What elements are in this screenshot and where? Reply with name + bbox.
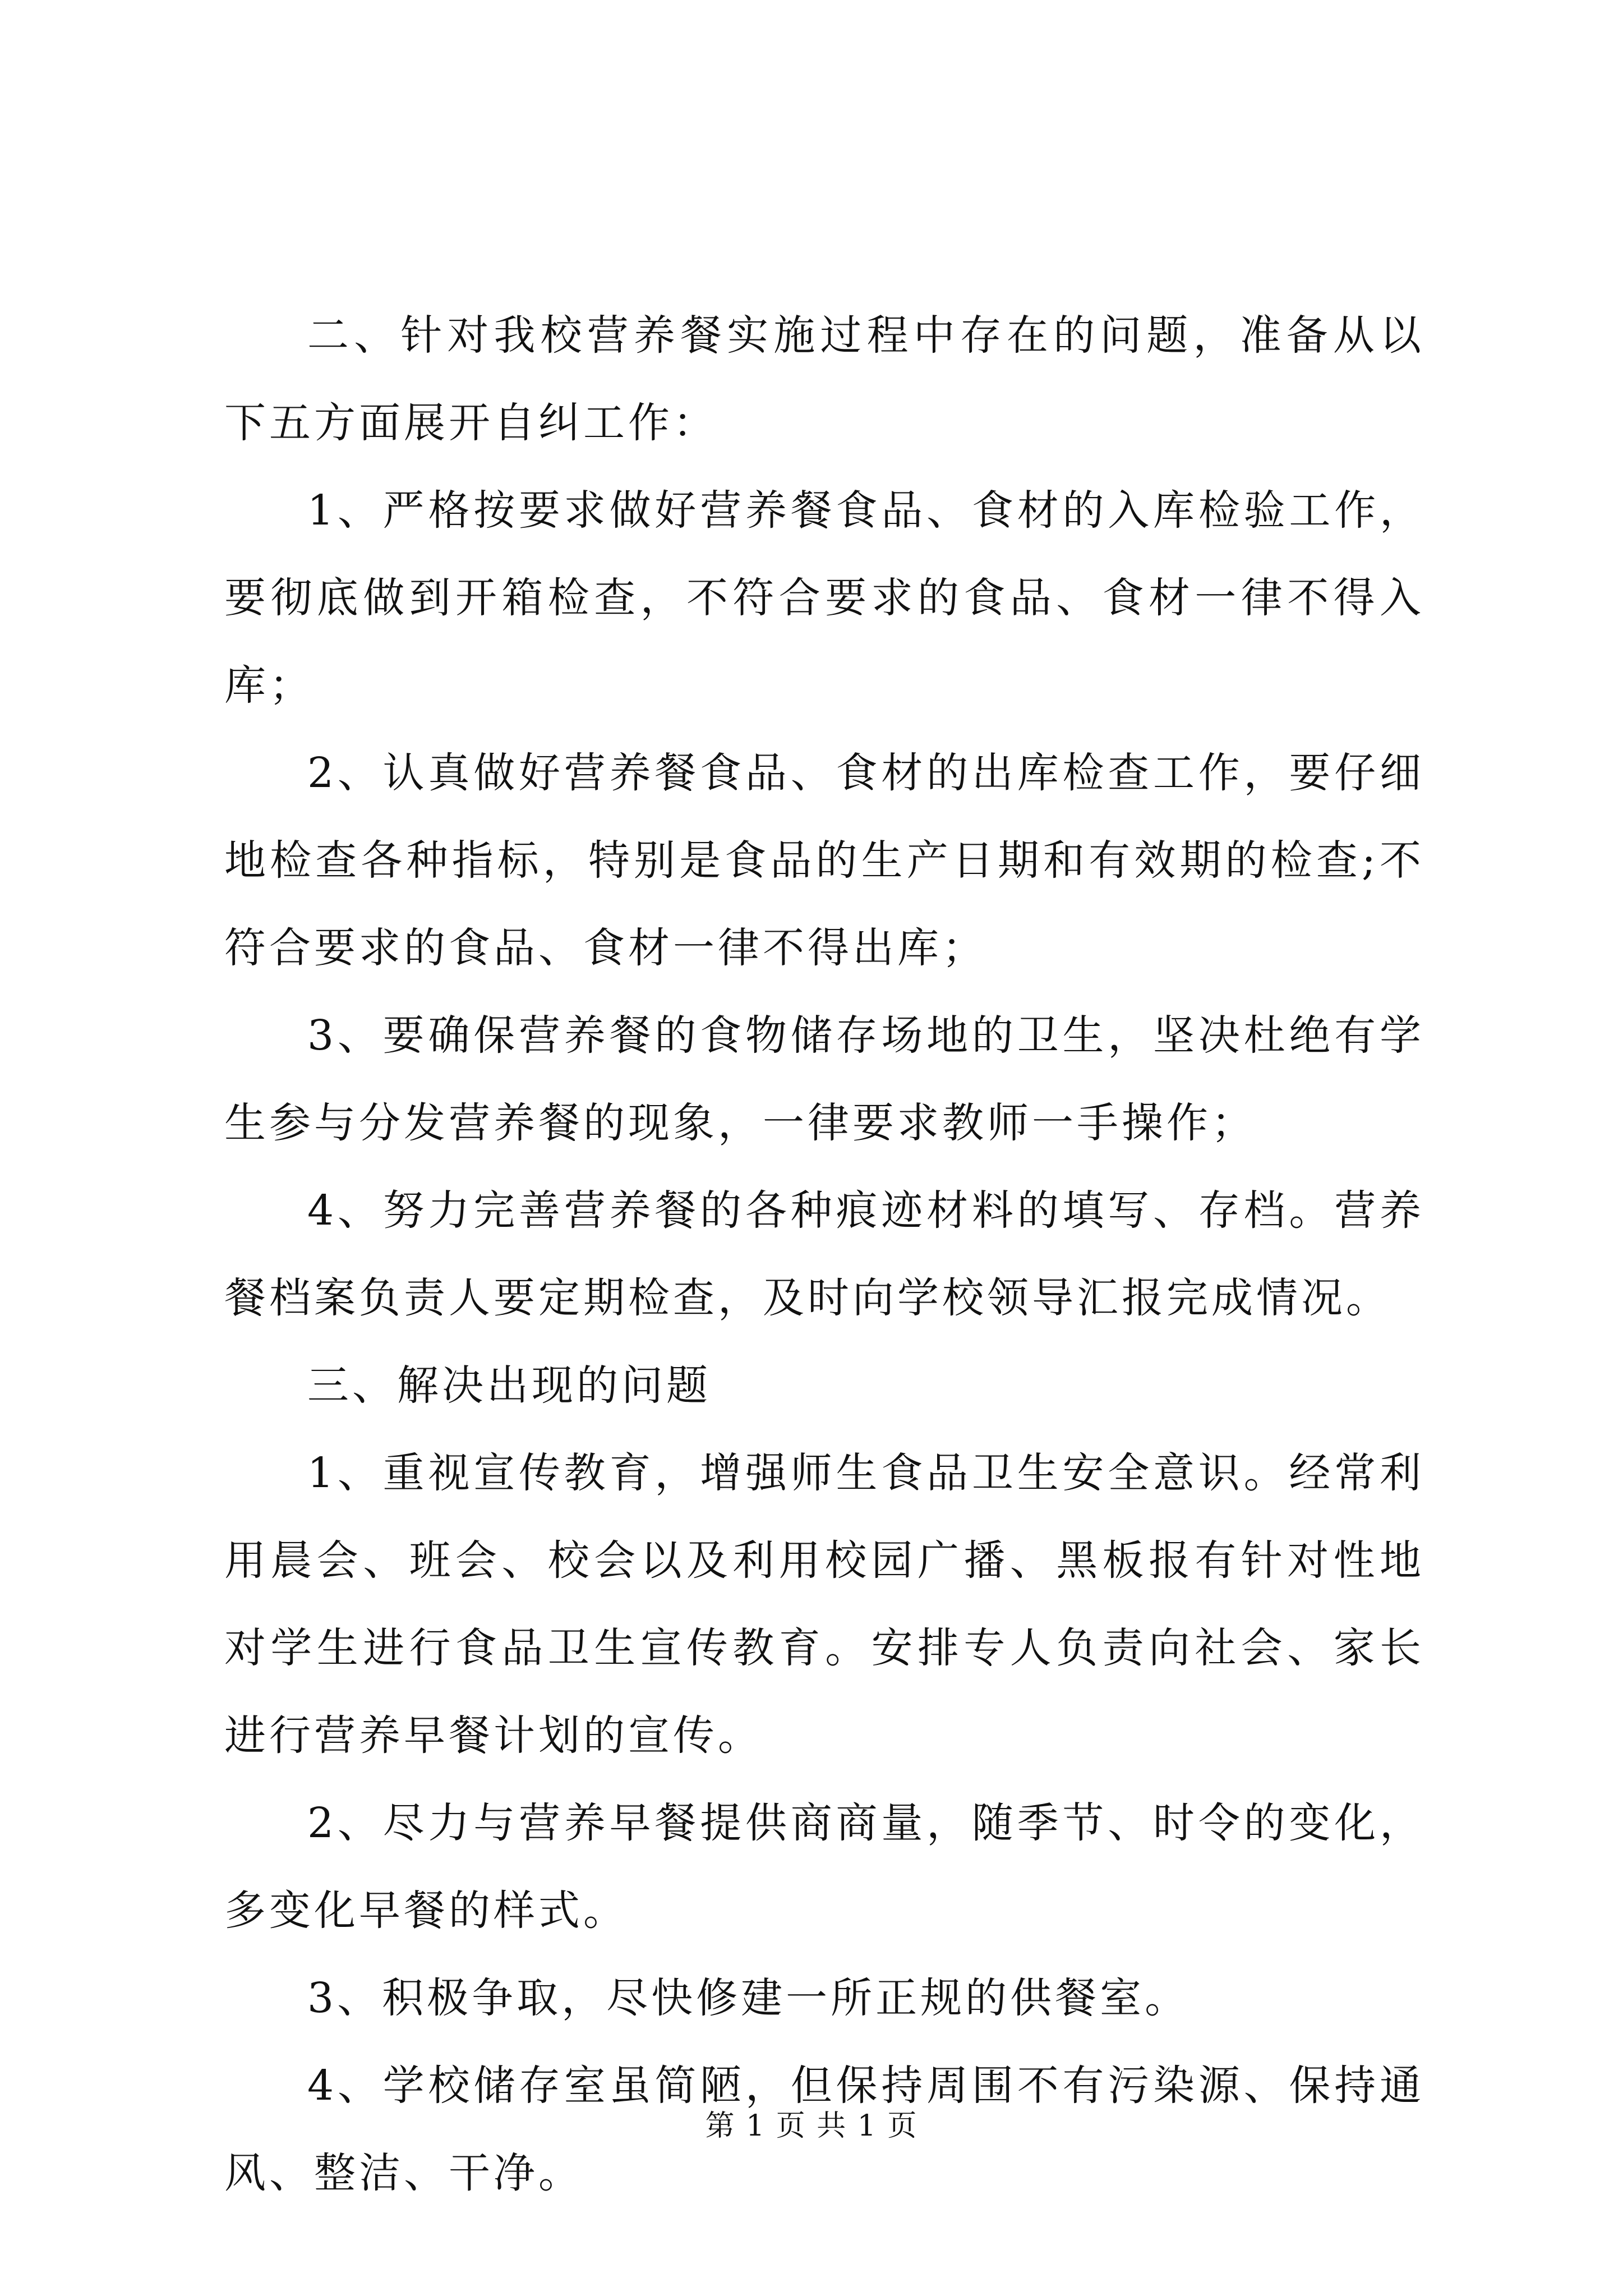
paragraph-solution-4: 4、学校储存室虽简陋，但保持周围不有污染源、保持通风、整洁、干净。 (224, 2062, 1424, 2197)
paragraph-item-3: 3、要确保营养餐的食物储存场地的卫生，坚决杜绝有学生参与分发营养餐的现象，一律要求教师一手操作； (224, 1011, 1424, 1147)
page-footer: 第 1 页 共 1 页 (705, 2109, 918, 2143)
paragraph-solution-1: 1、重视宣传教育，增强师生食品卫生安全意识。经常利用晨会、班会、校会以及利用校园广播、黑板报有针对性地对学生进行食品卫生宣传教育。安排专人负责向社会、家长进行营养早餐计划的宣传。 (224, 1449, 1424, 1760)
section-three-heading: 三、解决出现的问题 (307, 1361, 711, 1410)
paragraph-item-1: 1、严格按要求做好营养餐食品、食材的入库检验工作，要彻底做到开箱检查，不符合要求的食品、食材一律不得入库； (224, 486, 1424, 710)
paragraph-section-two-intro: 二、针对我校营养餐实施过程中存在的问题，准备从以下五方面展开自纠工作： (224, 311, 1424, 447)
document-body (224, 292, 1424, 2217)
paragraph-solution-3: 3、积极争取，尽快修建一所正规的供餐室。 (307, 1974, 1190, 2022)
paragraph-item-4: 4、努力完善营养餐的各种痕迹材料的填写、存档。营养餐档案负责人要定期检查，及时向学校领导汇报完成情况。 (224, 1186, 1424, 1322)
paragraph-item-2: 2、认真做好营养餐食品、食材的出库检查工作，要仔细地检查各种指标，特别是食品的生产日期和有效期的检查;不符合要求的食品、食材一律不得出库； (224, 749, 1424, 972)
paragraph-solution-2: 2、尽力与营养早餐提供商商量，随季节、时令的变化，多变化早餐的样式。 (224, 1799, 1424, 1935)
